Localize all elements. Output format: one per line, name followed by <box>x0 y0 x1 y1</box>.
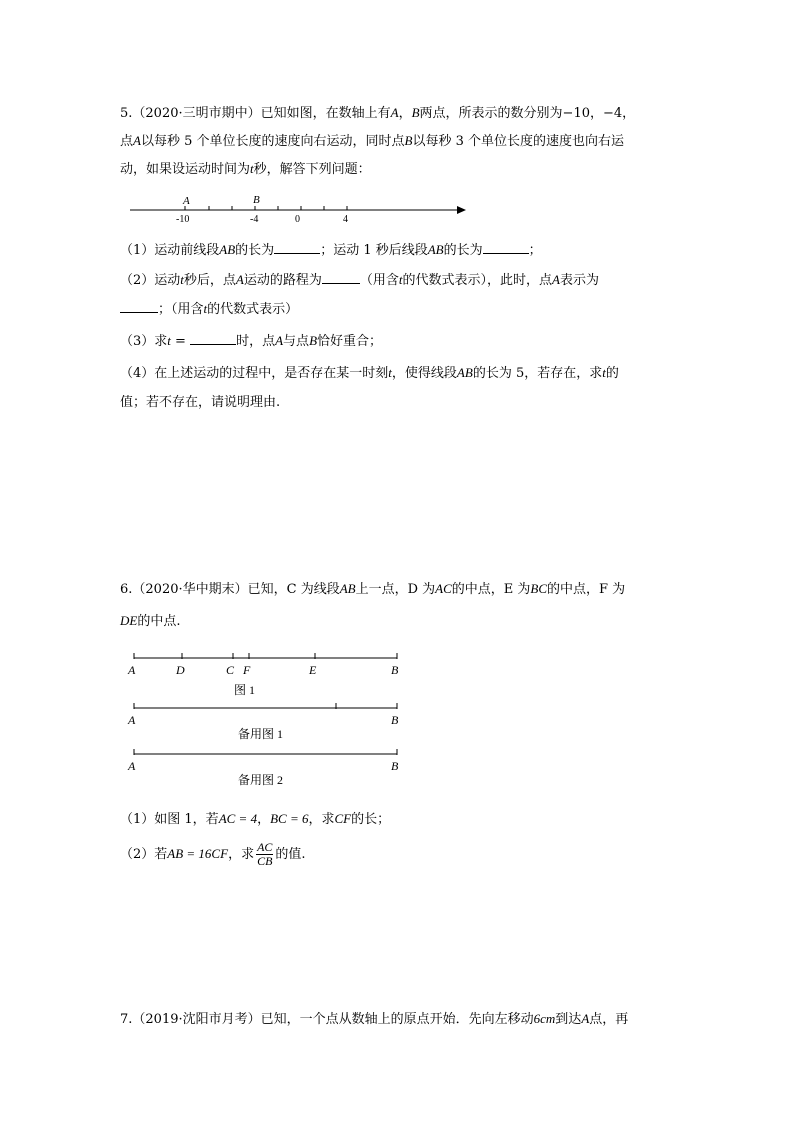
q5-sub2: （2）运动t秒后，点A运动的路程为 （用含t的代数式表示），此时，点A表示为 <box>120 272 600 288</box>
fig1-label-b: B <box>391 663 399 677</box>
fig3-label-a: A <box>128 759 136 773</box>
q5-sub1: （1）运动前线段AB的长为 ；运动 1 秒后线段AB的长为 ； <box>120 242 542 258</box>
point-label-b: B <box>253 196 260 206</box>
point-b: B <box>411 105 420 120</box>
point-a: A <box>390 105 399 120</box>
segment-figures <box>125 650 415 790</box>
q6-sub2: （2）若AB = 16CF，求 $\frac{AC}{CB}$ 的值. <box>120 840 306 868</box>
fig2-label-a: A <box>128 713 136 727</box>
answer-blank <box>483 240 529 254</box>
fig1-label-d: D <box>176 663 185 677</box>
tick-label-0: 0 <box>295 214 300 225</box>
q5-sub4-cont: 值；若不存在，请说明理由. <box>120 395 281 410</box>
q5-line2: 点A以每秒 5 个单位长度的速度向右运动，同时点B以每秒 3 个单位长度的速度也向右运 <box>120 133 625 149</box>
answer-blank <box>274 240 320 254</box>
fig2-label-b: B <box>391 713 399 727</box>
tick-label-neg10: -10 <box>176 214 190 225</box>
fig1-label-e: E <box>309 663 317 677</box>
fraction-ac-over-cb: $\frac{AC}{CB}$ <box>257 840 273 868</box>
fig2-caption: 备用图 1 <box>238 727 284 741</box>
fig1-label-a: A <box>128 663 136 677</box>
q5-sub3: （3）求t = 时，点A与点B恰好重合； <box>120 333 383 349</box>
number-line-arrow <box>457 206 466 214</box>
answer-blank <box>190 331 236 345</box>
fig3-caption: 备用图 2 <box>238 773 284 787</box>
fig1-caption: 图 1 <box>234 683 256 697</box>
answer-blank <box>120 299 158 313</box>
answer-blank <box>322 270 360 284</box>
q6-line2: DE的中点. <box>120 613 181 629</box>
number-line-figure <box>128 196 488 226</box>
point-label-a: A <box>183 196 190 207</box>
fig1-label-c: C <box>226 663 235 677</box>
q5-line1: 5.（2020·三明市期中）已知如图，在数轴上有A，B两点，所表示的数分别为−10，−4， <box>120 105 636 121</box>
q5-sub2-cont: ；（用含t的代数式表示） <box>120 299 298 319</box>
number-line-ticks <box>185 206 347 210</box>
q6-sub1: （1）如图 1，若AC = 4，BC = 6，求CF的长； <box>120 811 391 827</box>
q6-line1: 6.（2020·华中期末）已知，C 为线段AB上一点，D 为AC的中点，E 为BC的中点，F 为 <box>120 581 626 597</box>
tick-label-neg4: -4 <box>250 214 259 225</box>
q5-line3: 动，如果设运动时间为t秒，解答下列问题： <box>120 161 371 177</box>
q7-line1: 7.（2019·沈阳市月考）已知，一个点从数轴上的原点开始．先向左移动6cm到达A点，再 <box>120 1011 629 1027</box>
tick-label-4: 4 <box>343 214 348 225</box>
fig1-label-f: F <box>243 663 251 677</box>
q5-sub4: （4）在上述运动的过程中，是否存在某一时刻t，使得线段AB的长为 5，若存在，求t的 <box>120 365 619 381</box>
fig3-label-b: B <box>391 759 399 773</box>
